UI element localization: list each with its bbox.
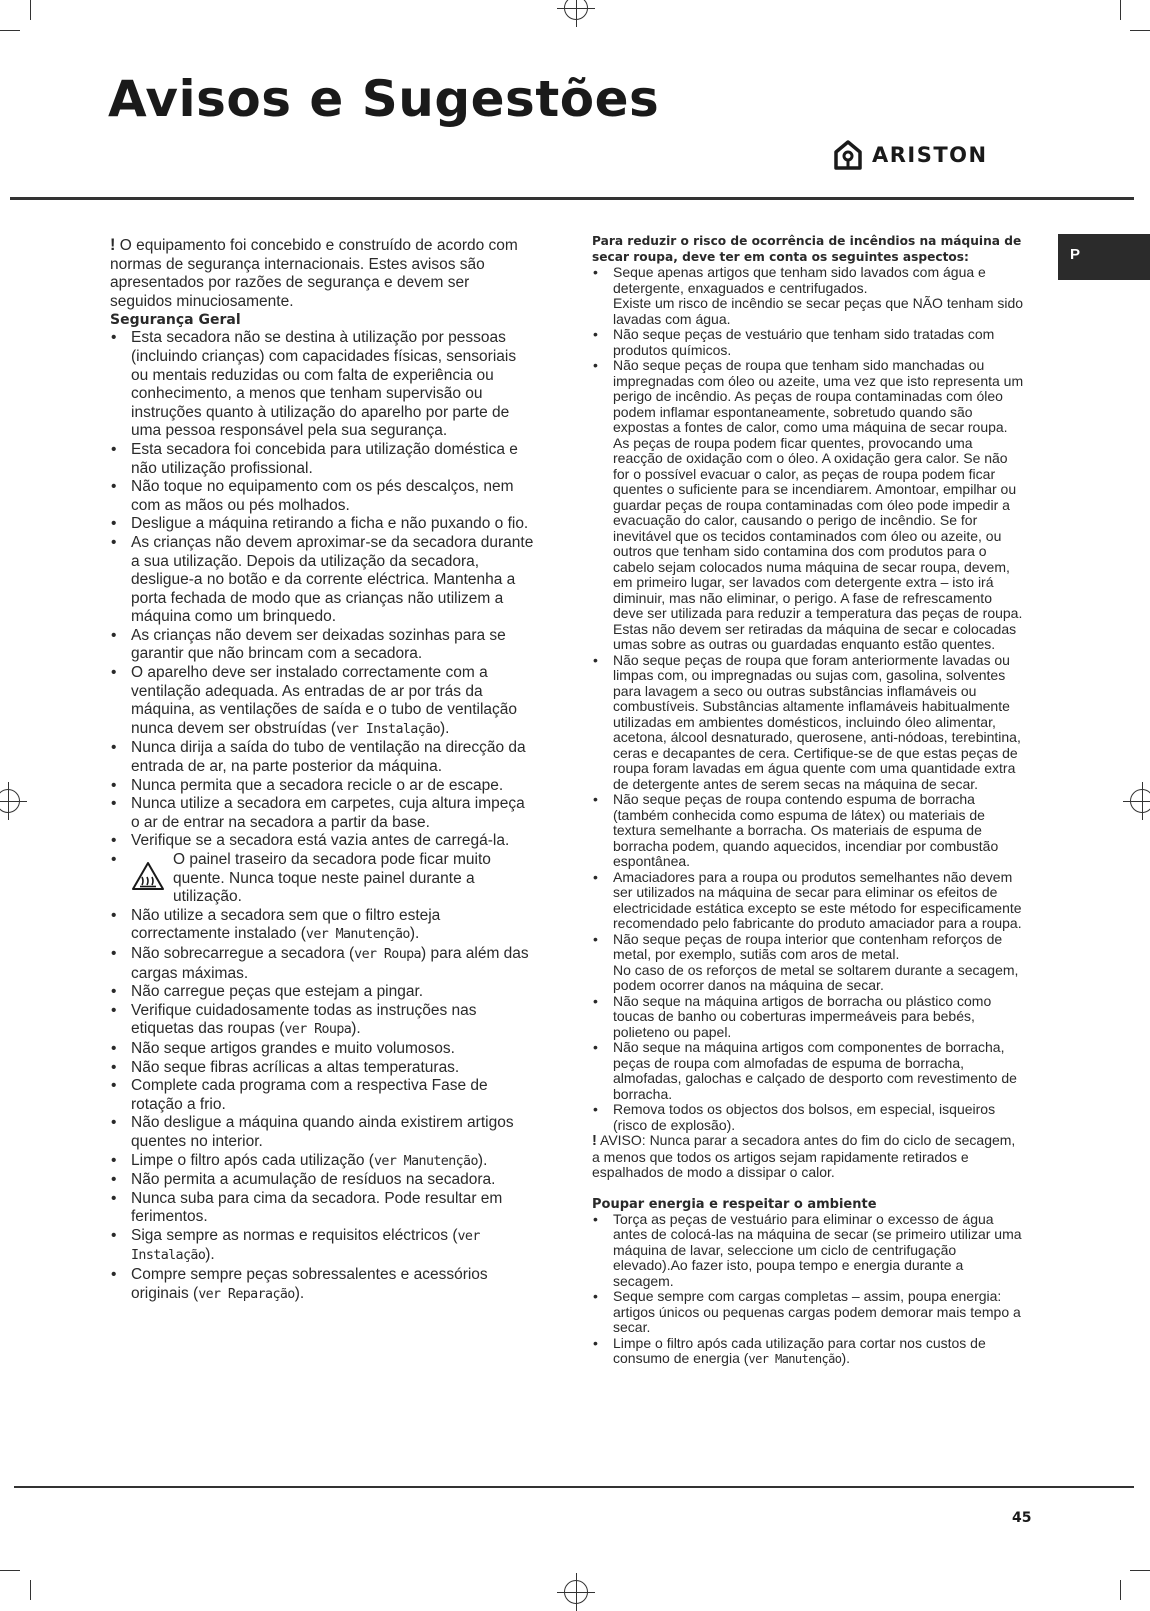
- list-item: • Nunca utilize a secadora em carpetes, cuja altura impeça o ar de entrar na secadora a partir da base.: [110, 795, 535, 832]
- crop-mark: [0, 30, 20, 31]
- cross-reference-link: ver Manutenção: [305, 927, 410, 943]
- language-tab: P: [1058, 234, 1150, 280]
- warning-paragraph: ! AVISO: Nunca parar a secadora antes do fim do ciclo de secagem, a menos que todos os artigos sejam rapidamente retirados e espalhados de modo a dissipar o calor.: [592, 1132, 1016, 1180]
- registration-mark: [1130, 789, 1150, 813]
- intro-paragraph: ! O equipamento foi concebido e construído de acordo com normas de segurança internacionais. Estes avisos são apresentados por razões de segurança e devem ser seguidos minuciosamente.: [110, 236, 518, 310]
- list-item: • Amaciadores para a roupa ou produtos semelhantes não devem ser utilizados na máquina de secar para eliminar os efeitos de electricidade estática excepto se este método for especificamente recomendado pelo fabricante do produto amaciador para a roupa.: [592, 870, 1024, 932]
- list-item: • Remova todos os objectos dos bolsos, em especial, isqueiros (risco de explosão).: [592, 1102, 1024, 1133]
- list-item: • Nunca suba para cima da secadora. Pode resultar em ferimentos.: [110, 1190, 535, 1227]
- list-item: • Compre sempre peças sobressalentes e acessórios originais (ver Reparação).: [110, 1266, 535, 1304]
- list-item: • Não permita a acumulação de resíduos na secadora.: [110, 1171, 535, 1190]
- page-title: Avisos e Sugestões: [108, 70, 660, 128]
- list-item: • Não seque peças de vestuário que tenham sido tratadas com produtos químicos.: [592, 327, 1024, 358]
- list-item: • Não seque fibras acrílicas a altas temperaturas.: [110, 1059, 535, 1078]
- page-number: 45: [1012, 1510, 1032, 1526]
- list-item: • Seque sempre com cargas completas – assim, poupa energia: artigos únicos ou pequenas cargas podem demorar mais tempo a secar.: [592, 1289, 1024, 1336]
- ariston-house-icon: [834, 140, 862, 170]
- crop-mark: [1120, 0, 1121, 20]
- cross-reference-link: ver Manutenção: [373, 1153, 478, 1169]
- list-item: • Não seque peças de roupa interior que contenham reforços de metal, por exemplo, sutiãs com aros de metal. No caso de os reforços de metal se soltarem durante a secagem, podem ocorrer danos na máquina de secar.: [592, 932, 1024, 994]
- crop-mark: [30, 1580, 31, 1600]
- list-item: • Não desligue a máquina quando ainda existirem artigos quentes no interior.: [110, 1114, 535, 1151]
- section-title: Segurança Geral: [110, 312, 241, 329]
- list-item: • Siga sempre as normas e requisitos eléctricos (ver Instalação).: [110, 1227, 535, 1266]
- list-item: • O painel traseiro da secadora pode ficar muito quente. Nunca toque neste painel durante a utilização.: [110, 851, 535, 907]
- list-item: • Não utilize a secadora sem que o filtro esteja correctamente instalado (ver Manutenção).: [110, 907, 535, 945]
- list-item: • Desligue a máquina retirando a ficha e não puxando o fio.: [110, 515, 535, 534]
- list-item: • Não toque no equipamento com os pés descalços, nem com as mãos ou pés molhados.: [110, 478, 535, 515]
- list-item: • Limpe o filtro após cada utilização para cortar nos custos de consumo de energia (ver Manutenção).: [592, 1336, 1024, 1368]
- cross-reference-link: ver Instalação: [336, 721, 441, 737]
- exclamation-mark: !: [110, 236, 116, 254]
- crop-mark: [0, 1570, 20, 1571]
- crop-mark: [1120, 1580, 1121, 1600]
- energy-list: [592, 1212, 1024, 1368]
- list-item: • Nunca permita que a secadora recicle o ar de escape.: [110, 777, 535, 796]
- brand-logo: [834, 140, 988, 170]
- registration-mark: [564, 1580, 588, 1604]
- crop-mark: [1130, 1570, 1150, 1571]
- list-item: • As crianças não devem ser deixadas sozinhas para se garantir que não brincam com a secadora.: [110, 627, 535, 664]
- list-item: • Limpe o filtro após cada utilização (ver Manutenção).: [110, 1152, 535, 1172]
- list-item: • Não seque peças de roupa que foram anteriormente lavadas ou limpas com, ou impregnadas ou sujas com, gasolina, solventes para lavagem a seco ou outras substâncias inflamáveis ou combustíveis. Substâncias altamente inflamáveis habitualmente utilizadas em ambientes domésticos, incluindo óleo alimentar, acetona, álcool desnaturado, querosene, anti-nódoas, terebintina, ceras e decapantes de cera. Certifique-se de que estas peças de roupa foram lavadas em água quente com uma quantidade extra de detergente antes de serem secas na máquina de secar.: [592, 653, 1024, 793]
- registration-mark: [0, 789, 20, 813]
- fire-risk-title: Para reduzir o risco de ocorrência de incêndios na máquina de secar roupa, deve ter em conta os seguintes aspectos:: [592, 234, 1022, 264]
- cross-reference-link: ver Roupa: [354, 946, 421, 962]
- crop-mark: [1130, 30, 1150, 31]
- list-item: • Não seque peças de roupa que tenham sido manchadas ou impregnadas com óleo ou azeite, uma vez que isto representa um perigo de incêndio. As peças de roupa contaminadas com óleo podem inflamar espontaneamente, sobretudo quando são expostas a fontes de calor, como uma máquina de secar roupa. As peças de roupa podem ficar quentes, provocando uma reacção de oxidação com o óleo. A oxidação gera calor. Se não for o possível evacuar o calor, as peças de roupa podem ficar quentes o suficiente para se incendiarem. Amontoar, empilhar ou guardar peças de roupa contaminadas com óleo pode impedir a evacuação do calor, causando o perigo de incêndio. Se for inevitável que os tecidos contaminados com óleo ou azeite, ou outros que tenham sido contamina dos com produtos para o cabelo sejam colocados numa máquina de secar roupa, devem, em primeiro lugar, ser lavados com detergente extra – isto irá diminuir, mas não eliminar, o perigo. A fase de refrescamento deve ser utilizada para reduzir a temperatura das peças de roupa. Estas não devem ser retiradas da máquina de secar e colocadas umas sobre as outras ou guardadas enquanto estão quentes.: [592, 358, 1024, 653]
- registration-mark: [564, 0, 588, 20]
- list-item: • Verifique cuidadosamente todas as instruções nas etiquetas das roupas (ver Roupa).: [110, 1002, 535, 1040]
- list-item: • Não seque na máquina artigos com componentes de borracha, peças de roupa com almofadas de espuma de borracha, almofadas, galochas e calçado de desporto com revestimento de borracha.: [592, 1040, 1024, 1102]
- list-item: • Não seque artigos grandes e muito volumosos.: [110, 1040, 535, 1059]
- crop-mark: [30, 0, 31, 20]
- fire-risk-list: [592, 265, 1024, 1133]
- list-item: • O aparelho deve ser instalado correctamente com a ventilação adequada. As entradas de ar por trás da máquina, as ventilações de saída e o tubo de ventilação nunca devem ser obstruídas (ver Instalação).: [110, 664, 535, 739]
- list-item: • Complete cada programa com a respectiva Fase de rotação a frio.: [110, 1077, 535, 1114]
- list-item: • Não seque peças de roupa contendo espuma de borracha (também conhecida como espuma de látex) ou materiais de textura semelhante a borracha. Os materiais de espuma de borracha podem, quando aquecidos, incendiar por combustão espontânea.: [592, 792, 1024, 870]
- cross-reference-link: ver Reparação: [198, 1286, 295, 1302]
- energy-title: Poupar energia e respeitar o ambiente: [592, 1196, 877, 1212]
- left-column: [110, 236, 535, 1304]
- brand-name: ARISTON: [872, 143, 988, 167]
- list-item: • Não sobrecarregue a secadora (ver Roupa) para além das cargas máximas.: [110, 945, 535, 983]
- list-item: • Verifique se a secadora está vazia antes de carregá-la.: [110, 832, 535, 851]
- exclamation-mark: !: [592, 1133, 597, 1149]
- header-divider: [10, 197, 1134, 200]
- hot-surface-icon: [131, 861, 165, 891]
- footer-divider: [14, 1486, 1134, 1488]
- list-item: • Esta secadora foi concebida para utilização doméstica e não utilização profissional.: [110, 441, 535, 478]
- cross-reference-link: ver Manutenção: [748, 1352, 842, 1366]
- list-item: • Esta secadora não se destina à utilização por pessoas (incluindo crianças) com capacidades físicas, sensoriais ou mentais reduzidas ou com falta de experiência ou conhecimento, a menos que tenham supervisão ou instruções quanto à utilização do aparelho por parte de uma pessoa responsável pela sua segurança.: [110, 329, 535, 441]
- list-item: • Não seque na máquina artigos de borracha ou plástico como toucas de banho ou coberturas impermeáveis para bebés, polieteno ou papel.: [592, 994, 1024, 1041]
- list-item: • Torça as peças de vestuário para eliminar o excesso de água antes de colocá-las na máquina de secar (se primeiro utilizar uma máquina de lavar, seleccione um ciclo de centrifugação elevado).Ao fazer isto, poupa tempo e energia durante a secagem.: [592, 1212, 1024, 1290]
- cross-reference-link: ver Roupa: [284, 1022, 352, 1038]
- right-column: [592, 234, 1024, 1368]
- list-item: • As crianças não devem aproximar-se da secadora durante a sua utilização. Depois da utilização da secadora, desligue-a no botão e da corrente eléctrica. Mantenha a porta fechada de modo que as crianças não utilizem a máquina como um brinquedo.: [110, 534, 535, 627]
- safety-list: [110, 329, 535, 1304]
- list-item: • Seque apenas artigos que tenham sido lavados com água e detergente, enxaguados e centrifugados. Existe um risco de incêndio se secar peças que NÃO tenham sido lavadas com água.: [592, 265, 1024, 327]
- list-item: • Nunca dirija a saída do tubo de ventilação na direcção da entrada de ar, na parte posterior da máquina.: [110, 739, 535, 776]
- list-item: • Não carregue peças que estejam a pingar.: [110, 983, 535, 1002]
- cross-reference-link: ver Instalação: [131, 1228, 480, 1264]
